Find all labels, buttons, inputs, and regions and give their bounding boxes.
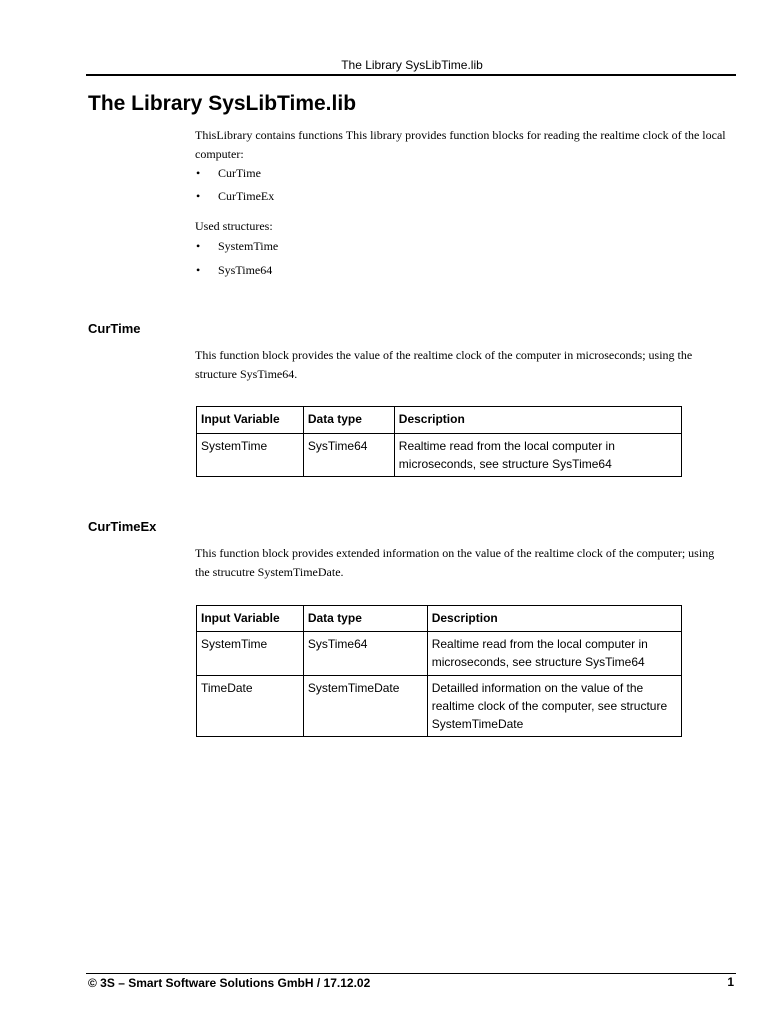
list-item: • SysTime64 — [195, 261, 278, 280]
used-structures-label: Used structures: — [195, 219, 273, 233]
curtimeex-description: This function block provides extended information on the value of the realtime clock of the computer; using the strucutre SystemTimeDate. — [195, 546, 715, 579]
function-list — [195, 164, 274, 206]
section-heading-curtimeex: CurTimeEx — [88, 519, 157, 534]
table-header-row — [197, 606, 682, 632]
table-header-row — [197, 407, 682, 434]
page-number: 1 — [727, 975, 734, 989]
curtimeex-table — [196, 605, 682, 737]
table-cell: Realtime read from the local computer in microseconds, see structure SysTime64 — [427, 632, 681, 676]
list-item: • CurTime — [195, 164, 274, 183]
table-header-cell: Input Variable — [197, 407, 304, 434]
table-header-cell: Data type — [303, 407, 394, 434]
list-item: • CurTimeEx — [195, 187, 274, 206]
table-header-cell: Input Variable — [197, 606, 304, 632]
table-cell: SysTime64 — [303, 632, 427, 676]
table-row — [197, 676, 682, 737]
table-cell: SystemTimeDate — [303, 676, 427, 737]
curtime-table — [196, 406, 682, 477]
header-rule — [86, 74, 736, 76]
structure-list — [195, 237, 278, 280]
table-header-cell: Description — [427, 606, 681, 632]
table-cell: SysTime64 — [303, 434, 394, 477]
footer-rule — [86, 973, 736, 974]
curtime-description: This function block provides the value of the realtime clock of the computer in microseconds; using the structure SysTime64. — [195, 348, 693, 381]
table-cell: SystemTime — [197, 632, 304, 676]
table-cell: TimeDate — [197, 676, 304, 737]
running-header: The Library SysLibTime.lib — [341, 58, 483, 72]
page-title: The Library SysLibTime.lib — [88, 92, 357, 115]
footer-copyright: © 3S – Smart Software Solutions GmbH / 17.12.02 — [88, 976, 371, 990]
section-heading-curtime: CurTime — [88, 321, 141, 336]
table-cell: Detailled information on the value of the realtime clock of the computer, see structure SystemTimeDate — [427, 676, 681, 737]
table-row — [197, 632, 682, 676]
table-cell: SystemTime — [197, 434, 304, 477]
table-cell: Realtime read from the local computer in microseconds, see structure SysTime64 — [394, 434, 681, 477]
intro-paragraph: ThisLibrary contains functions This library provides function blocks for reading the realtime clock of the local computer: — [195, 128, 726, 161]
table-header-cell: Data type — [303, 606, 427, 632]
list-item: • SystemTime — [195, 237, 278, 256]
table-header-cell: Description — [394, 407, 681, 434]
table-row — [197, 434, 682, 477]
